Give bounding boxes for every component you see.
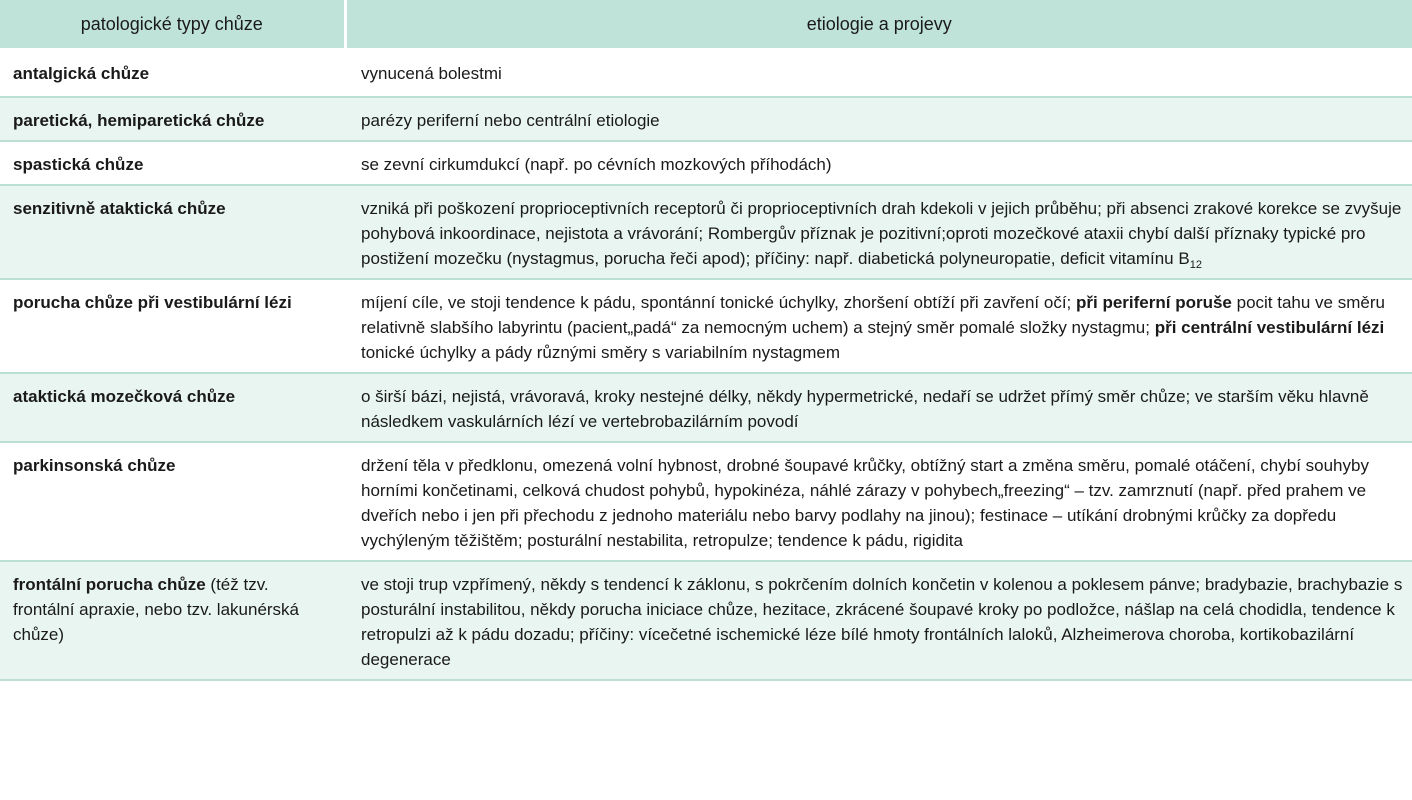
table-row bbox=[0, 373, 1412, 442]
table-body bbox=[0, 50, 1412, 681]
header-row bbox=[0, 0, 1412, 50]
etiology-cell: se zevní cirkumdukcí (např. po cévních mozkových příhodách) bbox=[345, 141, 1412, 185]
table-row bbox=[0, 561, 1412, 680]
gait-type-cell: porucha chůze při vestibulární lézi bbox=[0, 279, 345, 373]
etiology-text: vzniká při poškození proprioceptivních receptorů či proprioceptivních drah kdekoli v jejich průběhu; při absenci zrakové korekce se zvyšuje pohybová inkoordinace, nejistota a vrávorání; Rombergův příznak je pozitivní;oproti mozečkové ataxii chybí další příznaky typické pro postižení mozečku (nystagmus, porucha řeči apod); příčiny: např. diabetická polyneuropatie, deficit vitamínu B bbox=[361, 199, 1402, 268]
gait-type-cell: senzitivně ataktická chůze bbox=[0, 185, 345, 279]
etiology-text: pocit tahu ve směru relativně slabšího labyrintu (pacient„padá“ za nemocným uchem) a stejný směr pomalé složky nystagmu; bbox=[361, 293, 1385, 337]
emphasis-peripheral: při periferní poruše bbox=[1076, 293, 1232, 312]
etiology-cell: ve stoji trup vzpřímený, někdy s tendencí k záklonu, s pokrčením dolních končetin v kolenou a poklesem pánve; bradybazie, brachybazie s posturální instabilitou, někdy porucha iniciace chůze, hezitace, zkrácené šoupavé kroky po podložce, nášlap na celá chodidla, tendence k retropulzi až k pádu dozadu; příčiny: vícečetné ischemické léze bílé hmoty frontálních laloků, Alzheimerova choroba, kortikobazilární degenerace bbox=[345, 561, 1412, 680]
etiology-cell: vynucená bolestmi bbox=[345, 50, 1412, 98]
gait-type-cell: spastická chůze bbox=[0, 141, 345, 185]
gait-type-cell: antalgická chůze bbox=[0, 50, 345, 98]
etiology-cell: parézy periferní nebo centrální etiologie bbox=[345, 97, 1412, 141]
emphasis-central: při centrální vestibulární lézi bbox=[1154, 318, 1385, 337]
etiology-cell: o širší bázi, nejistá, vrávoravá, kroky nestejné délky, někdy hypermetrické, nedaří se udržet přímý směr chůze; ve starším věku hlavně následkem vaskulárních lézí ve vertebrobazilárním povodí bbox=[345, 373, 1412, 442]
table-row bbox=[0, 279, 1412, 373]
table-header bbox=[0, 0, 1412, 50]
gait-type-bold: frontální porucha chůze bbox=[13, 575, 206, 594]
subscript-12: 12 bbox=[1189, 259, 1202, 271]
etiology-cell: držení těla v předklonu, omezená volní hybnost, drobné šoupavé krůčky, obtížný start a změna směru, pomalé otáčení, chybí souhyby horními končetinami, celková chudost pohybů, hypokinéza, náhlé zárazy v pohybech„freezing“ – tzv. zamrznutí (např. před prahem ve dveřích nebo i jen při přechodu z jednoho materiálu nebo barvy podlahy na jinou); festinace – utíkání drobnými krůčky za dopředu vychýleným těžištěm; posturální nestabilita, retropulze; tendence k pádu, rigidita bbox=[345, 442, 1412, 561]
table-row bbox=[0, 97, 1412, 141]
gait-type-cell bbox=[0, 561, 345, 680]
table-row bbox=[0, 442, 1412, 561]
table-row bbox=[0, 50, 1412, 98]
table-row bbox=[0, 141, 1412, 185]
header-col-types: patologické typy chůze bbox=[0, 0, 345, 50]
table-row bbox=[0, 185, 1412, 279]
etiology-text: míjení cíle, ve stoji tendence k pádu, spontánní tonické úchylky, zhoršení obtíží při zavření očí; bbox=[361, 293, 1077, 312]
gait-type-note: (též tzv. frontální apraxie, nebo tzv. lakunérská chůze) bbox=[13, 575, 300, 644]
etiology-cell bbox=[345, 279, 1412, 373]
header-col-etiology: etiologie a projevy bbox=[345, 0, 1412, 50]
etiology-cell bbox=[345, 185, 1412, 279]
gait-type-cell: paretická, hemiparetická chůze bbox=[0, 97, 345, 141]
gait-type-cell: ataktická mozečková chůze bbox=[0, 373, 345, 442]
etiology-text: tonické úchylky a pády různými směry s variabilním nystagmem bbox=[361, 343, 840, 362]
gait-type-cell: parkinsonská chůze bbox=[0, 442, 345, 561]
